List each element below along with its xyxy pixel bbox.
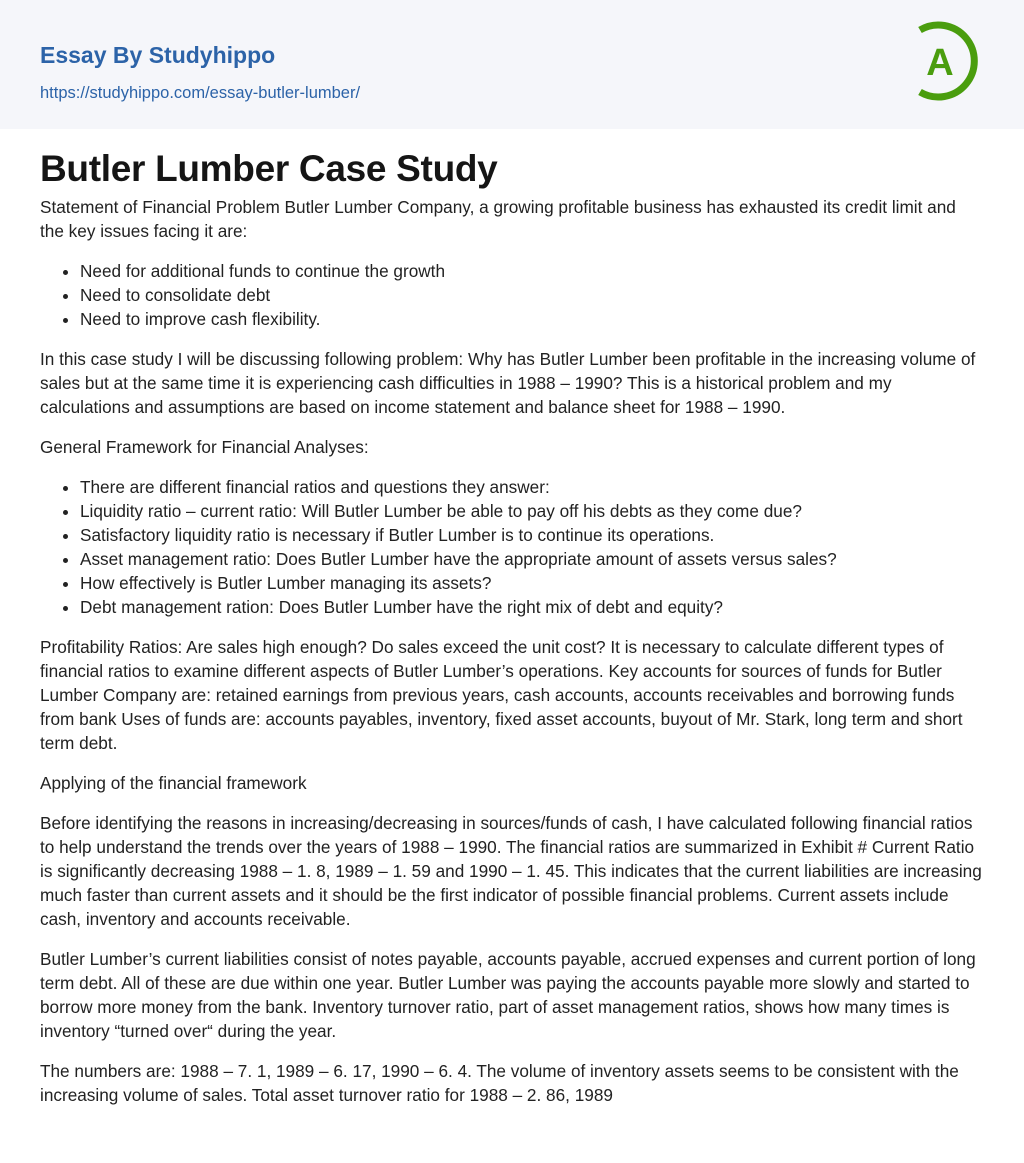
paragraph: Statement of Financial Problem Butler Lumber Company, a growing profitable business has exhausted its credit limit and the key issues facing it are: [40,197,956,241]
issues-list [40,259,984,331]
essay-content [0,149,1024,1107]
list-item: • There are different financial ratios and questions they answer: [80,475,984,499]
list-item: • Need to consolidate debt [80,283,984,307]
paragraph: In this case study I will be discussing following problem: Why has Butler Lumber been profitable in the increasing volume of sales but at the same time it is experiencing cash difficulties in 1988 – 1990? This is a historical problem and my calculations and assumptions are based on income statement and balance sheet for 1988 – 1990. [40,349,976,417]
list-item: • Need for additional funds to continue the growth [80,259,984,283]
list-item: • Need to improve cash flexibility. [80,307,984,331]
list-item: • Asset management ratio: Does Butler Lumber have the appropriate amount of assets versus sales? [80,547,984,571]
brand-title: Essay By Studyhippo [40,42,276,68]
framework-list [40,475,984,619]
page-title: Butler Lumber Case Study [40,148,498,189]
site-header [0,0,1024,129]
list-item: • How effectively is Butler Lumber managing its assets? [80,571,984,595]
logo-letter: A [926,42,954,84]
list-item: • Satisfactory liquidity ratio is necessary if Butler Lumber is to continue its operations. [80,523,984,547]
list-item: • Debt management ration: Does Butler Lumber have the right mix of debt and equity? [80,595,984,619]
essay-url-link[interactable]: https://studyhippo.com/essay-butler-lumber/ [40,84,361,102]
paragraph: Butler Lumber’s current liabilities consist of notes payable, accounts payable, accrued expenses and current portion of long term debt. All of these are due within one year. Butler Lumber was paying the accounts payable more slowly and started to borrow more money from the bank. Inventory turnover ratio, part of asset management ratios, shows how many times is inventory “turned over“ during the year. [40,949,976,1041]
studyhippo-logo-icon [912,18,986,104]
paragraph: Before identifying the reasons in increasing/decreasing in sources/funds of cash, I have calculated following financial ratios to help understand the trends over the years of 1988 – 1990. The financial ratios are summarized in Exhibit # Current Ratio is significantly decreasing 1988 – 1. 8, 1989 – 1. 59 and 1990 – 1. 45. This indicates that the current liabilities are increasing much faster than current assets and it should be the first indicator of possible financial problems. Current assets include cash, inventory and accounts receivable. [40,813,982,929]
paragraph: Profitability Ratios: Are sales high enough? Do sales exceed the unit cost? It is necessary to calculate different types of financial ratios to examine different aspects of Butler Lumber’s operations. Key accounts for sources of funds for Butler Lumber Company are: retained earnings from previous years, cash accounts, accounts receivables and borrowing funds from bank Uses of funds are: accounts payables, inventory, fixed asset accounts, buyout of Mr. Stark, long term and short term debt. [40,637,963,753]
paragraph: Applying of the financial framework [40,773,307,793]
list-item: • Liquidity ratio – current ratio: Will Butler Lumber be able to pay off his debts as they come due? [80,499,984,523]
paragraph: General Framework for Financial Analyses: [40,437,369,457]
paragraph: The numbers are: 1988 – 7. 1, 1989 – 6. 17, 1990 – 6. 4. The volume of inventory assets seems to be consistent with the increasing volume of sales. Total asset turnover ratio for 1988 – 2. 86, 1989 [40,1061,959,1105]
